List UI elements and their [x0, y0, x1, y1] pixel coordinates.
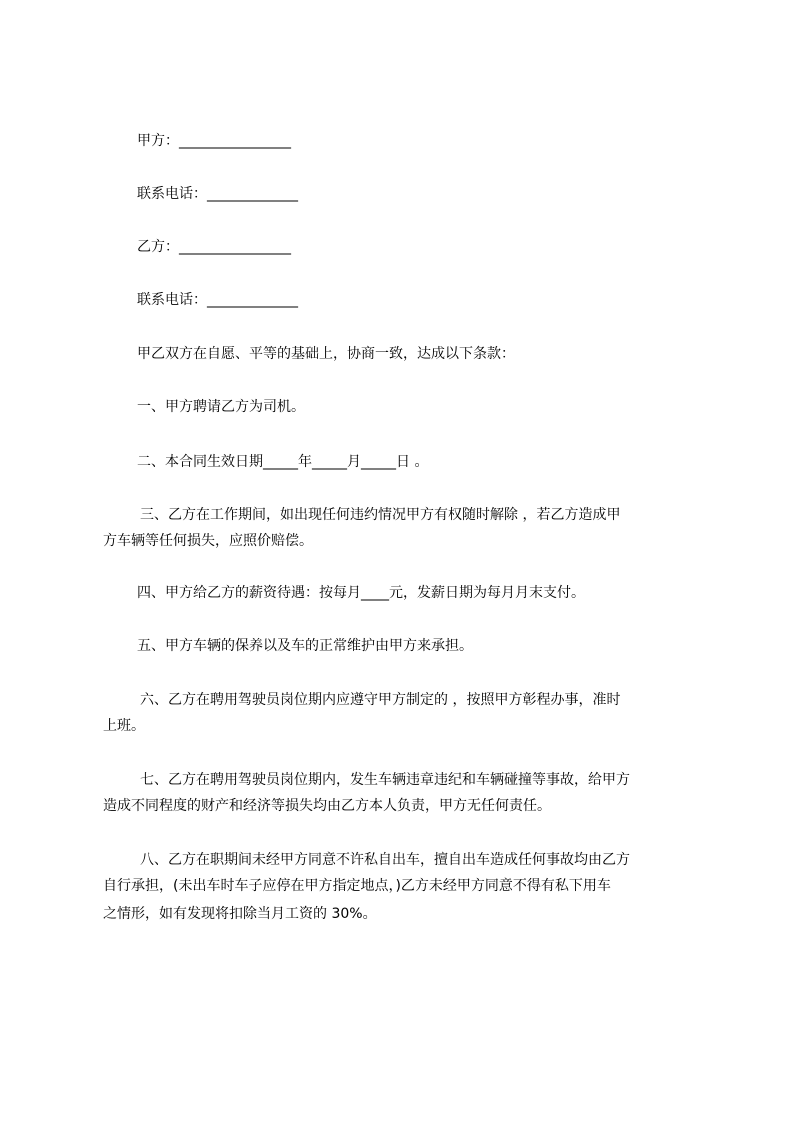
- phone-a-line: [137, 184, 298, 204]
- phone-a-label: 联系电话：: [137, 186, 207, 202]
- clause-1: 一、甲方聘请乙方为司机。: [137, 399, 305, 415]
- party-b-blank: ________________: [179, 239, 291, 255]
- clause-3-line-1: 三、乙方在工作期间，如出现任何违约情况甲方有权随时解除 ，若乙方造成甲: [140, 507, 621, 523]
- clause-8-line-1: 八、乙方在职期间未经甲方同意不许私自出车，擅自出车造成任何事故均由乙方: [140, 852, 630, 868]
- party-a-blank: ________________: [179, 133, 291, 149]
- clause-8-line-2: 自行承担，(未出车时车子应停在甲方指定地点，)乙方未经甲方同意不得有私下用车: [103, 878, 611, 894]
- phone-a-blank: _____________: [207, 186, 298, 202]
- clause-5: 五、甲方车辆的保养以及车的正常维护由甲方来承担。: [137, 638, 473, 654]
- party-b-line: [137, 237, 291, 257]
- clause-7-line-1: 七、乙方在聘用驾驶员岗位期内，发生车辆违章违纪和车辆碰撞等事故，给甲方: [140, 772, 630, 788]
- clause-7-line-2: 造成不同程度的财产和经济等损失均由乙方本人负责，甲方无任何责任。: [103, 798, 551, 814]
- clause-6-line-2: 上班。: [103, 718, 145, 734]
- clause-3-line-2: 方车辆等任何损失，应照价赔偿。: [103, 533, 313, 549]
- clause-6-line-1: 六、乙方在聘用驾驶员岗位期内应遵守甲方制定的 ，按照甲方彰程办事，准时: [140, 692, 621, 708]
- clause-2: 二、本合同生效日期_____年_____月_____日 。: [137, 454, 429, 470]
- phone-b-blank: _____________: [207, 292, 298, 308]
- clause-4: 四、甲方给乙方的薪资待遇：按每月____元，发薪日期为每月月末支付。: [137, 585, 585, 601]
- intro-paragraph: 甲乙双方在自愿、平等的基础上，协商一致，达成以下条款：: [137, 346, 515, 362]
- phone-b-line: [137, 290, 298, 310]
- party-b-label: 乙方：: [137, 239, 179, 255]
- phone-b-label: 联系电话：: [137, 292, 207, 308]
- clause-8-line-3: 之情形，如有发现将扣除当月工资的 30%。: [103, 906, 377, 922]
- party-a-label: 甲方：: [137, 133, 179, 149]
- party-a-line: [137, 131, 291, 151]
